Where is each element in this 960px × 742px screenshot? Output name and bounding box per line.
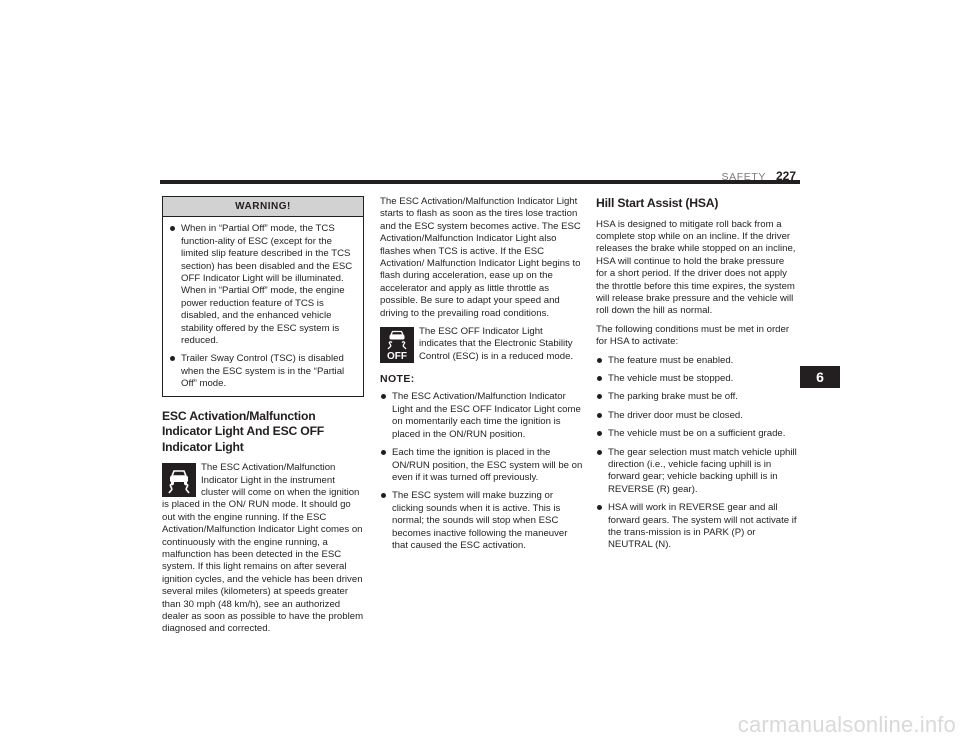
note-item: The ESC system will make buzzing or clicking sounds when it is active. This is normal; the sounds will stop when ESC becomes inactive following the maneuver that caused the ESC activation. <box>380 490 583 552</box>
esc-flash-paragraph: The ESC Activation/Malfunction Indicator Light starts to flash as soon as the tires lose traction and the ESC system becomes active. The ESC Activation/Malfunction Indicator Light also flashes when TCS is active. If the ESC Activation/ Malfunction Indicator Light begins to flash during acceleration, ease up on the accelerator and apply as little throttle as possible. Be sure to adapt your speed and driving to the prevailing road conditions. <box>380 196 581 319</box>
bullet-icon <box>597 376 602 381</box>
column-right <box>596 196 798 558</box>
hsa-condition-item: The vehicle must be stopped. <box>596 373 798 385</box>
warning-list <box>169 223 357 390</box>
bullet-icon <box>381 450 386 455</box>
bullet-icon <box>381 394 386 399</box>
esc-off-icon-label: OFF <box>387 351 407 363</box>
chapter-tab[interactable]: 6 <box>800 366 840 388</box>
hsa-condition-item: HSA will work in REVERSE gear and all forward gears. The system will not activate if the trans-mission is in PARK (P) or NEUTRAL (N). <box>596 502 798 552</box>
hsa-intro-paragraph: HSA is designed to mitigate roll back from a complete stop while on an incline. If the driver releases the brake while stopped on an incline, HSA will continue to hold the brake pressure for a short period. If the driver does not apply the throttle before this time expires, the system will release brake pressure and the vehicle will roll down the hill as normal. <box>596 218 796 317</box>
warning-item: Trailer Sway Control (TSC) is disabled when the ESC system is in the “Partial Off” mode. <box>169 353 357 390</box>
page-number: 227 <box>776 169 797 183</box>
hsa-conditions-paragraph: The following conditions must be met in order for HSA to activate: <box>596 323 790 348</box>
esc-section-heading: ESC Activation/Malfunction Indicator Light And ESC OFF Indicator Light <box>162 408 325 454</box>
column-middle <box>380 196 583 558</box>
warning-item: When in “Partial Off” mode, the TCS function-ality of ESC (except for the limited slip feature described in the TCS section) has been disabled and the ESC OFF Indicator Light will be illuminated. When in “Partial Off” mode, the engine power reduction feature of TCS is disabled, and the enhanced vehicle stability offered by the ESC system is reduced. <box>169 223 357 347</box>
esc-indicator-paragraph: The ESC Activation/Malfunction Indicator Light in the instrument cluster will come on when the ignition is placed in the ON/ RUN mode. It should go out with the engine running. If the ESC Activation/Malfunction Indicator Light comes on continuously with the engine running, a malfunction has been detected in the ESC system. If this light remains on after several ignition cycles, and the vehicle has been driven several miles (kilometers) at speeds greater than 30 mph (48 km/h), see an authorized dealer as soon as possible to have the problem diagnosed and corrected. <box>162 462 364 635</box>
esc-off-icon <box>380 327 414 363</box>
note-heading: NOTE: <box>380 373 415 386</box>
bullet-icon <box>170 226 175 231</box>
warning-box <box>162 196 364 397</box>
header-section-title: SAFETY <box>721 171 766 183</box>
watermark: carmanualsonline.info <box>737 712 956 737</box>
hsa-condition-item: The feature must be enabled. <box>596 355 798 367</box>
hsa-heading: Hill Start Assist (HSA) <box>596 196 719 210</box>
hsa-condition-item: The driver door must be closed. <box>596 410 798 422</box>
hsa-condition-item: The parking brake must be off. <box>596 391 798 403</box>
hsa-condition-item: The gear selection must match vehicle uphill direction (i.e., vehicle facing uphill is in forward gear; vehicle backing uphill is in REVERSE (R) gear). <box>596 447 798 497</box>
bullet-icon <box>381 493 386 498</box>
bullet-icon <box>597 431 602 436</box>
column-left <box>162 196 364 636</box>
warning-body <box>163 217 363 395</box>
bullet-icon <box>597 413 602 418</box>
esc-skid-icon <box>162 463 196 497</box>
note-list <box>380 391 583 552</box>
bullet-icon <box>597 505 602 510</box>
note-item: The ESC Activation/Malfunction Indicator Light and the ESC OFF Indicator Light come on momentarily each time the ignition is placed in the ON/RUN position. <box>380 391 583 441</box>
bullet-icon <box>597 450 602 455</box>
hsa-conditions-list <box>596 355 798 552</box>
esc-off-paragraph: OFF The ESC OFF Indicator Light indicates that the Electronic Stability Control (ESC) is in a reduced mode. <box>380 326 583 365</box>
bullet-icon <box>170 356 175 361</box>
note-item: Each time the ignition is placed in the ON/RUN position, the ESC system will be on even if it was turned off previously. <box>380 447 583 484</box>
warning-title: WARNING! <box>163 197 363 217</box>
bullet-icon <box>597 358 602 363</box>
bullet-icon <box>597 394 602 399</box>
hsa-condition-item: The vehicle must be on a sufficient grade. <box>596 428 798 440</box>
